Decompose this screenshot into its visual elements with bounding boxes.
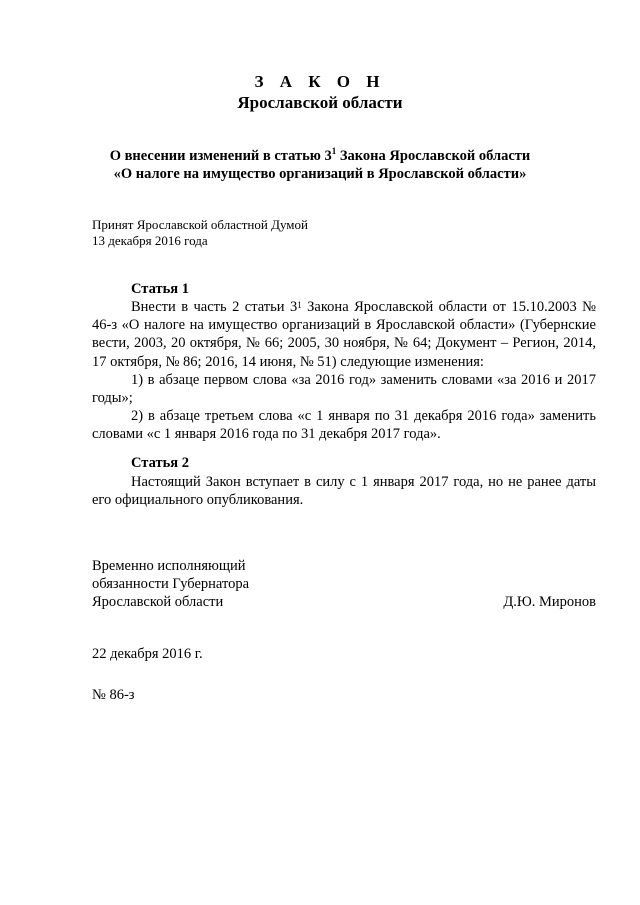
article-2-text: Настоящий Закон вступает в силу с 1 января 2017 года, но не ранее даты его официального опубликования. bbox=[92, 474, 596, 509]
signer-title-line-3: Ярославской области bbox=[92, 594, 224, 610]
signature-block bbox=[92, 557, 596, 611]
law-title: З А К О Н bbox=[254, 72, 386, 91]
subject-text-pre: О внесении изменений в статью 3 bbox=[109, 148, 332, 164]
article-1-heading: Статья 1 bbox=[131, 281, 189, 297]
law-region: Ярославской области bbox=[237, 93, 403, 112]
article-1-intro-pre: Внести в часть 2 статьи 3 bbox=[131, 299, 298, 315]
subject-text-post: Закона Ярославской области bbox=[336, 148, 531, 164]
subject-superscript: 1 bbox=[331, 146, 337, 156]
law-number: № 86-з bbox=[92, 687, 135, 703]
law-subject-line-1 bbox=[0, 148, 640, 165]
law-subject-line-2: «О налоге на имущество организаций в Ярославской области» bbox=[113, 166, 527, 182]
article-2-heading: Статья 2 bbox=[131, 455, 189, 471]
signer-row bbox=[92, 593, 596, 611]
signer-title-line-2: обязанности Губернатора bbox=[92, 576, 250, 592]
article-1-superscript: 1 bbox=[297, 300, 302, 310]
accepted-date: 13 декабря 2016 года bbox=[92, 233, 208, 248]
article-2-body bbox=[92, 473, 596, 509]
signer-title-line-1: Временно исполняющий bbox=[92, 558, 246, 574]
signing-date: 22 декабря 2016 г. bbox=[92, 646, 203, 662]
article-1-intro bbox=[92, 298, 596, 371]
article-1-item-1: 1) в абзаце первом слова «за 2016 год» заменить словами «за 2016 и 2017 годы»; bbox=[92, 371, 596, 407]
accepted-info bbox=[92, 217, 308, 249]
article-1-item-2: 2) в абзаце третьем слова «с 1 января по 31 декабря 2016 года» заменить словами «с 1 января 2016 года по 31 декабря 2017 года». bbox=[92, 408, 596, 443]
signer-name: Д.Ю. Миронов bbox=[503, 594, 596, 610]
article-1-body bbox=[92, 298, 596, 444]
article-1-intro-post: Закона Ярославской области от 15.10.2003 № 46-з «О налоге на имущество организаций в Ярославской области» (Губернские вести, 2003, 20 октября, № 66; 2005, 30 ноября, № 64; Документ – Регион, 2014, 17 октября, № 86; 2016, 14 июня, № 51) следующие изменения: bbox=[92, 299, 596, 370]
accepted-by: Принят Ярославской областной Думой bbox=[92, 217, 308, 232]
